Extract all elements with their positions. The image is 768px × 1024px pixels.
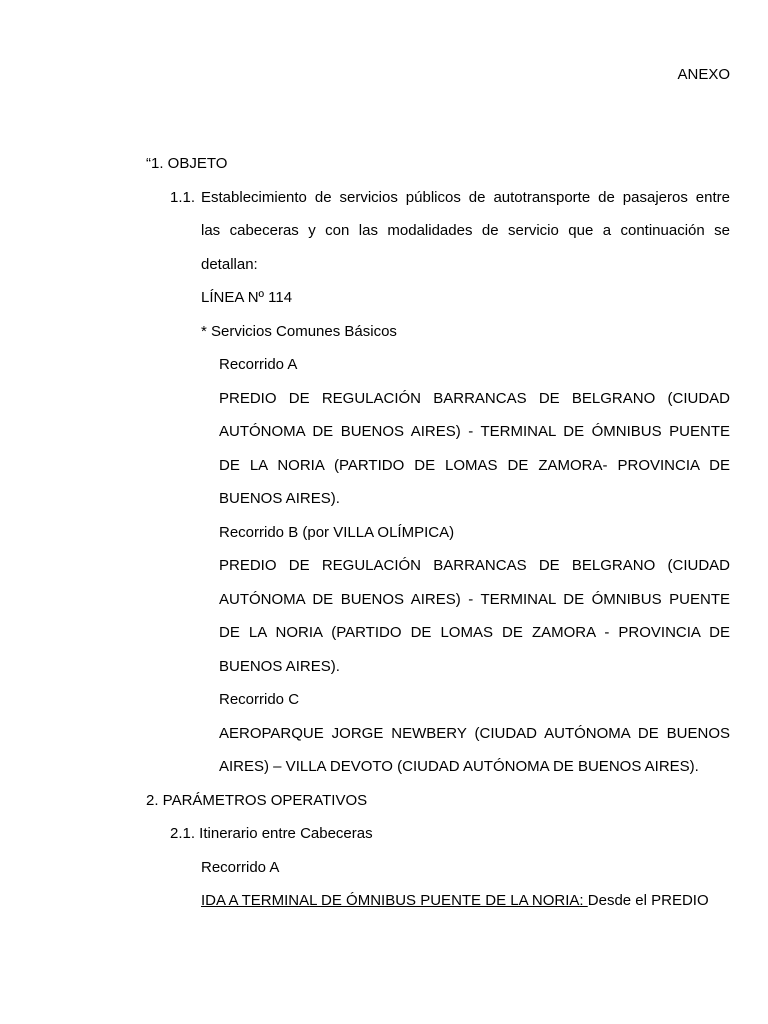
item-1-1-line: las cabeceras y con las modalidades de servicio que a continuación se — [201, 222, 730, 239]
recorrido-a-line: DE LA NORIA (PARTIDO DE LOMAS DE ZAMORA- PROVINCIA DE — [219, 456, 730, 474]
item-1-1-line: detallan: — [201, 255, 258, 273]
annex-title: ANEXO — [677, 66, 730, 83]
ida-heading-underlined: IDA A TERMINAL DE ÓMNIBUS PUENTE DE LA NORIA: — [201, 892, 588, 909]
section-2-recorrido-a-label: Recorrido A — [201, 858, 280, 876]
document-body — [146, 147, 730, 918]
item-1-1 — [146, 181, 730, 282]
recorrido-b-line: BUENOS AIRES). — [219, 657, 340, 675]
recorrido-c-label: Recorrido C — [219, 691, 300, 708]
linea-label: LÍNEA Nº 114 — [201, 289, 293, 306]
section-2-heading: 2. PARÁMETROS OPERATIVOS — [146, 791, 368, 809]
servicios-label: * Servicios Comunes Básicos — [201, 322, 397, 340]
recorrido-a-line: PREDIO DE REGULACIÓN BARRANCAS DE BELGRANO (CIUDAD — [219, 389, 730, 407]
recorrido-b-line: DE LA NORIA (PARTIDO DE LOMAS DE ZAMORA - PROVINCIA DE — [219, 624, 730, 641]
recorrido-b-line: PREDIO DE REGULACIÓN BARRANCAS DE BELGRANO (CIUDAD — [219, 557, 730, 574]
ida-rest: Desde el PREDIO — [587, 892, 709, 909]
recorrido-c-line: AIRES) – VILLA DEVOTO (CIUDAD AUTÓNOMA DE BUENOS AIRES). — [219, 758, 699, 775]
recorrido-b-label: Recorrido B (por VILLA OLÍMPICA) — [219, 523, 455, 541]
recorrido-a-line: AUTÓNOMA DE BUENOS AIRES) - TERMINAL DE ÓMNIBUS PUENTE — [219, 423, 730, 440]
item-1-1-number: 1.1. — [170, 188, 196, 206]
recorrido-a-label: Recorrido A — [219, 356, 298, 373]
recorrido-a-line: BUENOS AIRES). — [219, 490, 340, 507]
item-1-1-line: Establecimiento de servicios públicos de autotransporte de pasajeros entre — [201, 188, 730, 206]
item-2-1: 2.1. Itinerario entre Cabeceras — [170, 825, 373, 842]
recorrido-c-line: AEROPARQUE JORGE NEWBERY (CIUDAD AUTÓNOMA DE BUENOS — [219, 724, 730, 742]
section-1-heading: “1. OBJETO — [146, 155, 228, 172]
recorrido-b-line: AUTÓNOMA DE BUENOS AIRES) - TERMINAL DE ÓMNIBUS PUENTE — [219, 590, 730, 608]
ida-line — [146, 884, 730, 918]
